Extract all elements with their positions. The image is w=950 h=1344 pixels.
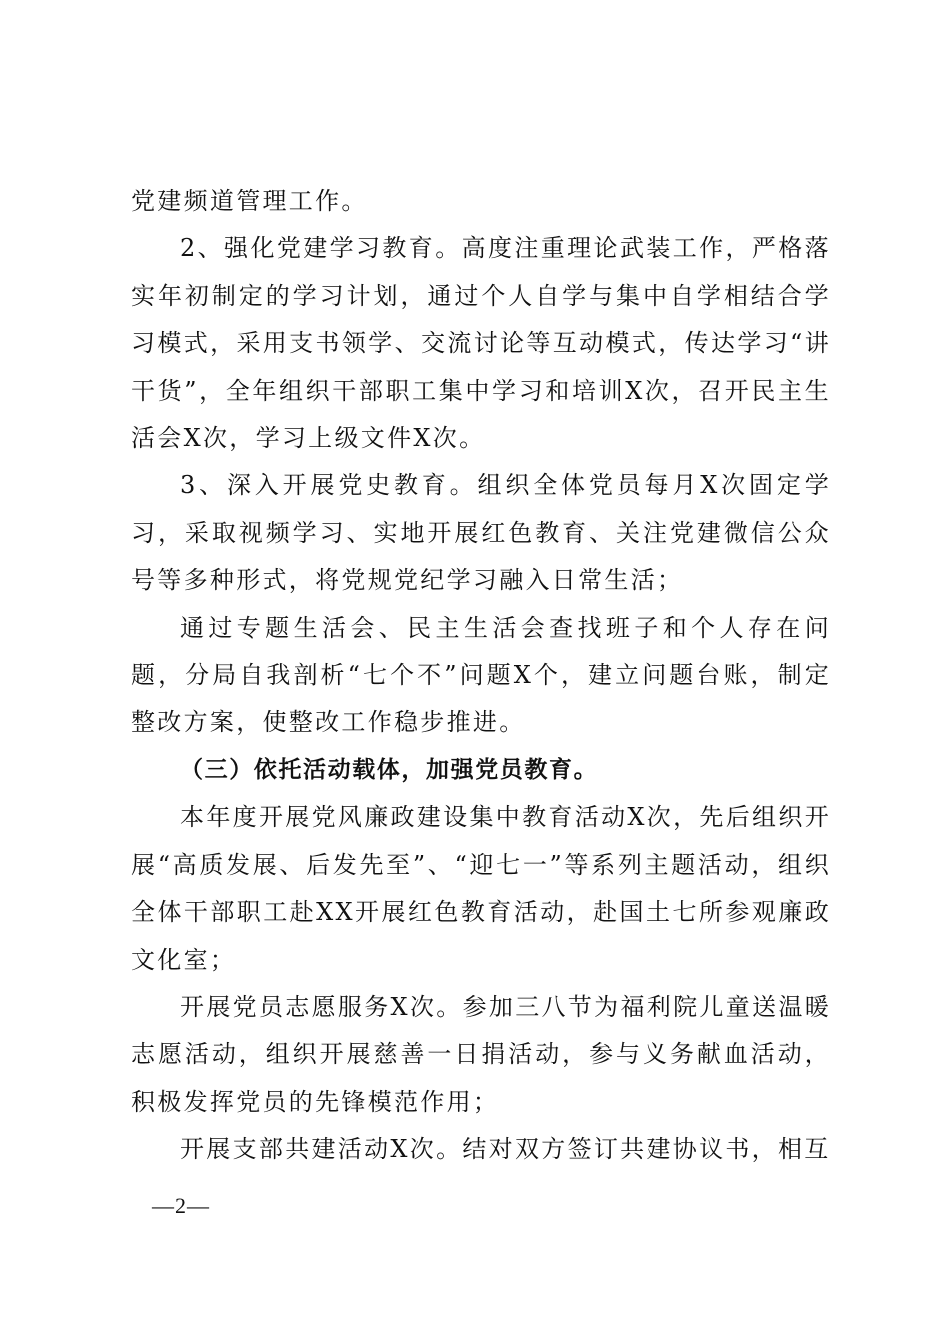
paragraph-party-history: 3、深入开展党史教育。组织全体党员每月X次固定学习，采取视频学习、实地开展红色教育、关注党建微信公众号等多种形式，将党规党纪学习融入日常生活； xyxy=(131,471,831,595)
paragraph-study-education: 2、强化党建学习教育。高度注重理论武装工作，严格落实年初制定的学习计划，通过个人自学与集中自学相结合学习模式，采用支书领学、交流讨论等互动模式，传达学习“讲干货”，全年组织干部职工集中学习和培训X次，召开民主生活会X次，学习上级文件X次。 xyxy=(131,234,831,453)
paragraph-branch-cobuilding: 开展支部共建活动X次。结对双方签订共建协议书，相互 xyxy=(180,1135,831,1164)
document-body xyxy=(131,178,831,1174)
page-number: —2— xyxy=(152,1193,210,1218)
paragraph-continuation: 党建频道管理工作。 xyxy=(131,187,368,215)
paragraph-self-review: 通过专题生活会、民主生活会查找班子和个人存在问题，分局自我剖析“七个不”问题X个，建立问题台账，制定整改方案，使整改工作稳步推进。 xyxy=(131,613,831,737)
paragraph-volunteer-service: 开展党员志愿服务X次。参加三八节为福利院儿童送温暖志愿活动，组织开展慈善一日捐活动，参与义务献血活动，积极发挥党员的先锋模范作用； xyxy=(131,992,831,1116)
section-heading-activities: （三）依托活动载体，加强党员教育。 xyxy=(180,756,599,783)
paragraph-integrity-education: 本年度开展党风廉政建设集中教育活动X次，先后组织开展“高质发展、后发先至”、“迎七一”等系列主题活动，组织全体干部职工赴XX开展红色教育活动，赴国土七所参观廉政文化室； xyxy=(131,803,831,974)
